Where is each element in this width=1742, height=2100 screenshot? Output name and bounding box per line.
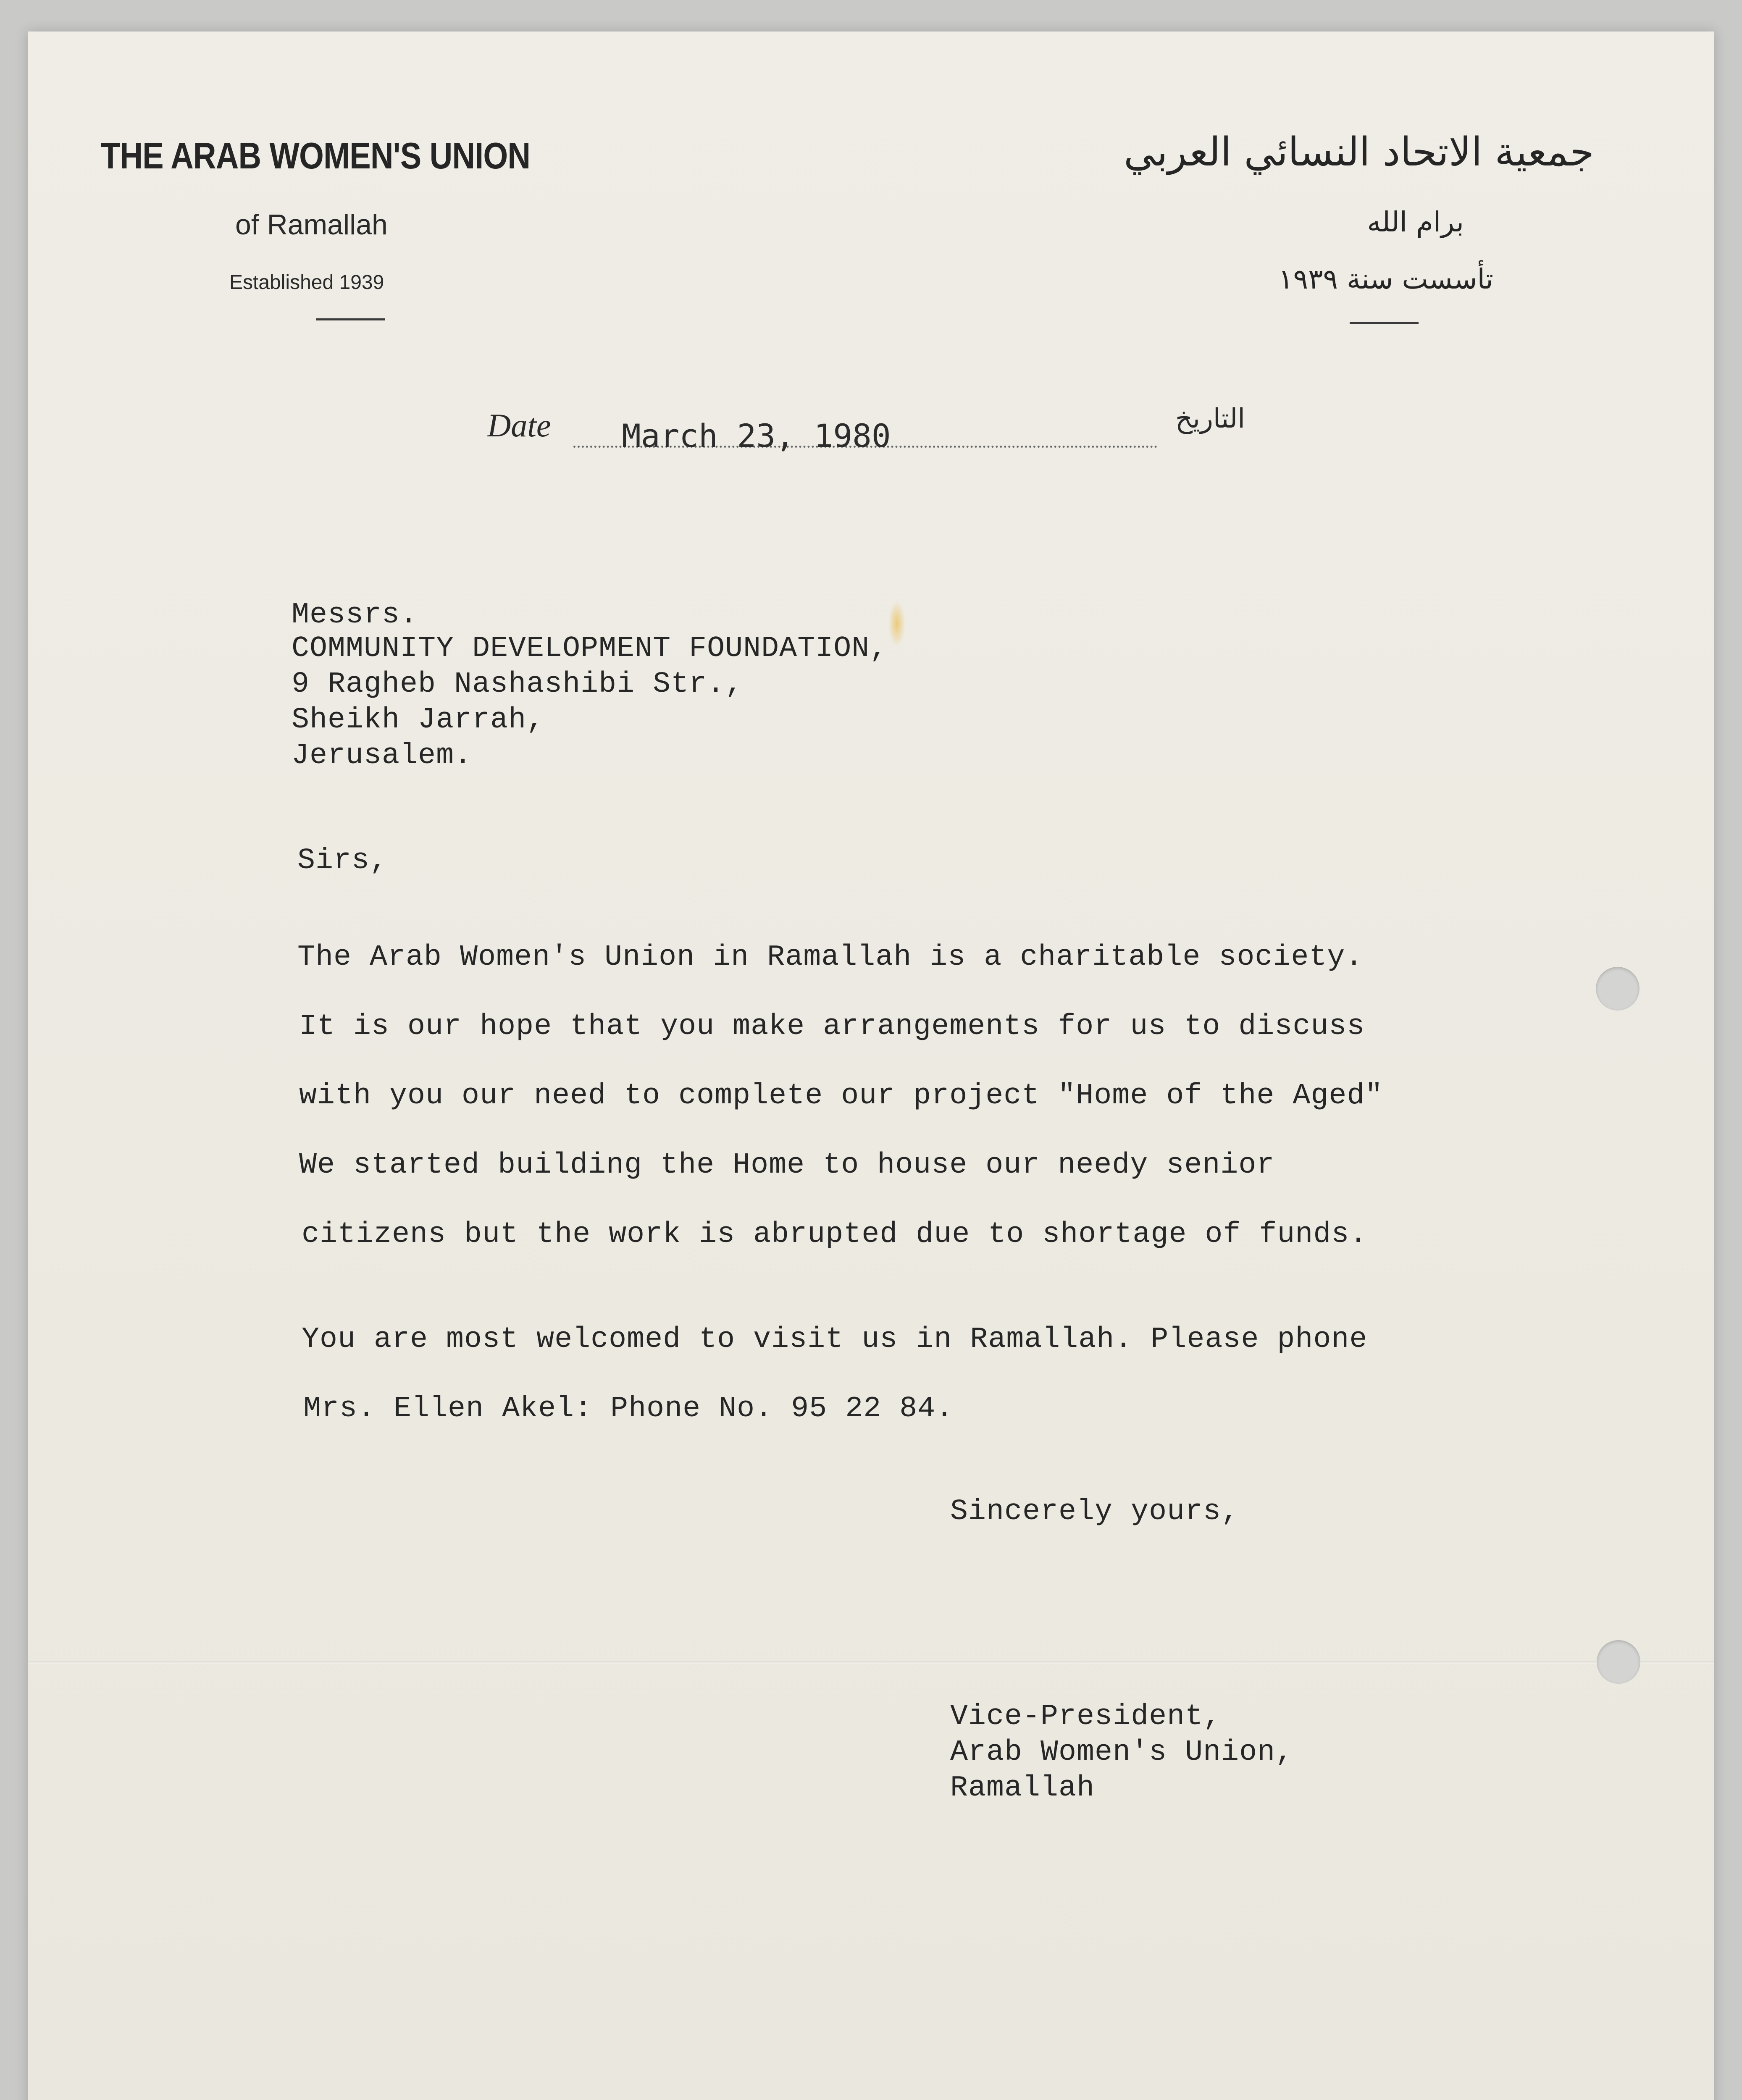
letterhead-rule-right bbox=[1350, 322, 1419, 324]
address-line: COMMUNITY DEVELOPMENT FOUNDATION, bbox=[292, 632, 888, 665]
date-label-ar: التاريخ bbox=[1175, 403, 1245, 434]
letterhead-org-name-en: THE ARAB WOMEN'S UNION bbox=[101, 135, 531, 176]
body-line: You are most welcomed to visit us in Ramallah. Please phone bbox=[302, 1323, 1368, 1356]
body-line: We started building the Home to house our needy senior bbox=[299, 1149, 1275, 1182]
address-line: Sheikh Jarrah, bbox=[292, 704, 545, 737]
date-label-en: Date bbox=[487, 407, 551, 444]
address-line: Jerusalem. bbox=[292, 739, 473, 772]
punch-hole-upper bbox=[1596, 967, 1640, 1011]
body-line: Mrs. Ellen Akel: Phone No. 95 22 84. bbox=[303, 1392, 954, 1425]
ink-mark bbox=[888, 601, 905, 647]
address-line: Messrs. bbox=[292, 598, 418, 632]
letterhead-org-name-ar: جمعية الاتحاد النسائي العربي bbox=[1124, 129, 1594, 175]
punch-hole-lower bbox=[1597, 1640, 1640, 1684]
body-line: The Arab Women's Union in Ramallah is a charitable society. bbox=[297, 941, 1364, 974]
paper-fold-line bbox=[28, 1661, 1714, 1664]
letterhead-established-en: Established 1939 bbox=[229, 271, 384, 294]
body-line: It is our hope that you make arrangements for us to discuss bbox=[299, 1010, 1365, 1043]
signature-line: Vice-President, bbox=[950, 1700, 1222, 1733]
letterhead-established-ar: تأسست سنة ١٩٣٩ bbox=[1278, 263, 1493, 295]
valediction: Sincerely yours, bbox=[950, 1495, 1240, 1528]
address-line: 9 Ragheb Nashashibi Str., bbox=[292, 668, 744, 701]
signature-line: Arab Women's Union, bbox=[950, 1736, 1294, 1769]
body-line: with you our need to complete our project "Home of the Aged" bbox=[299, 1079, 1383, 1113]
salutation: Sirs, bbox=[297, 844, 388, 877]
signature-line: Ramallah bbox=[950, 1772, 1095, 1805]
body-line: citizens but the work is abrupted due to shortage of funds. bbox=[302, 1218, 1368, 1251]
letter-sheet bbox=[28, 32, 1714, 2100]
letterhead-city-en: of Ramallah bbox=[235, 209, 388, 241]
letterhead-rule-left bbox=[316, 318, 385, 320]
letterhead-city-ar: برام الله bbox=[1367, 206, 1464, 238]
date-value: March 23, 1980 bbox=[622, 417, 891, 454]
